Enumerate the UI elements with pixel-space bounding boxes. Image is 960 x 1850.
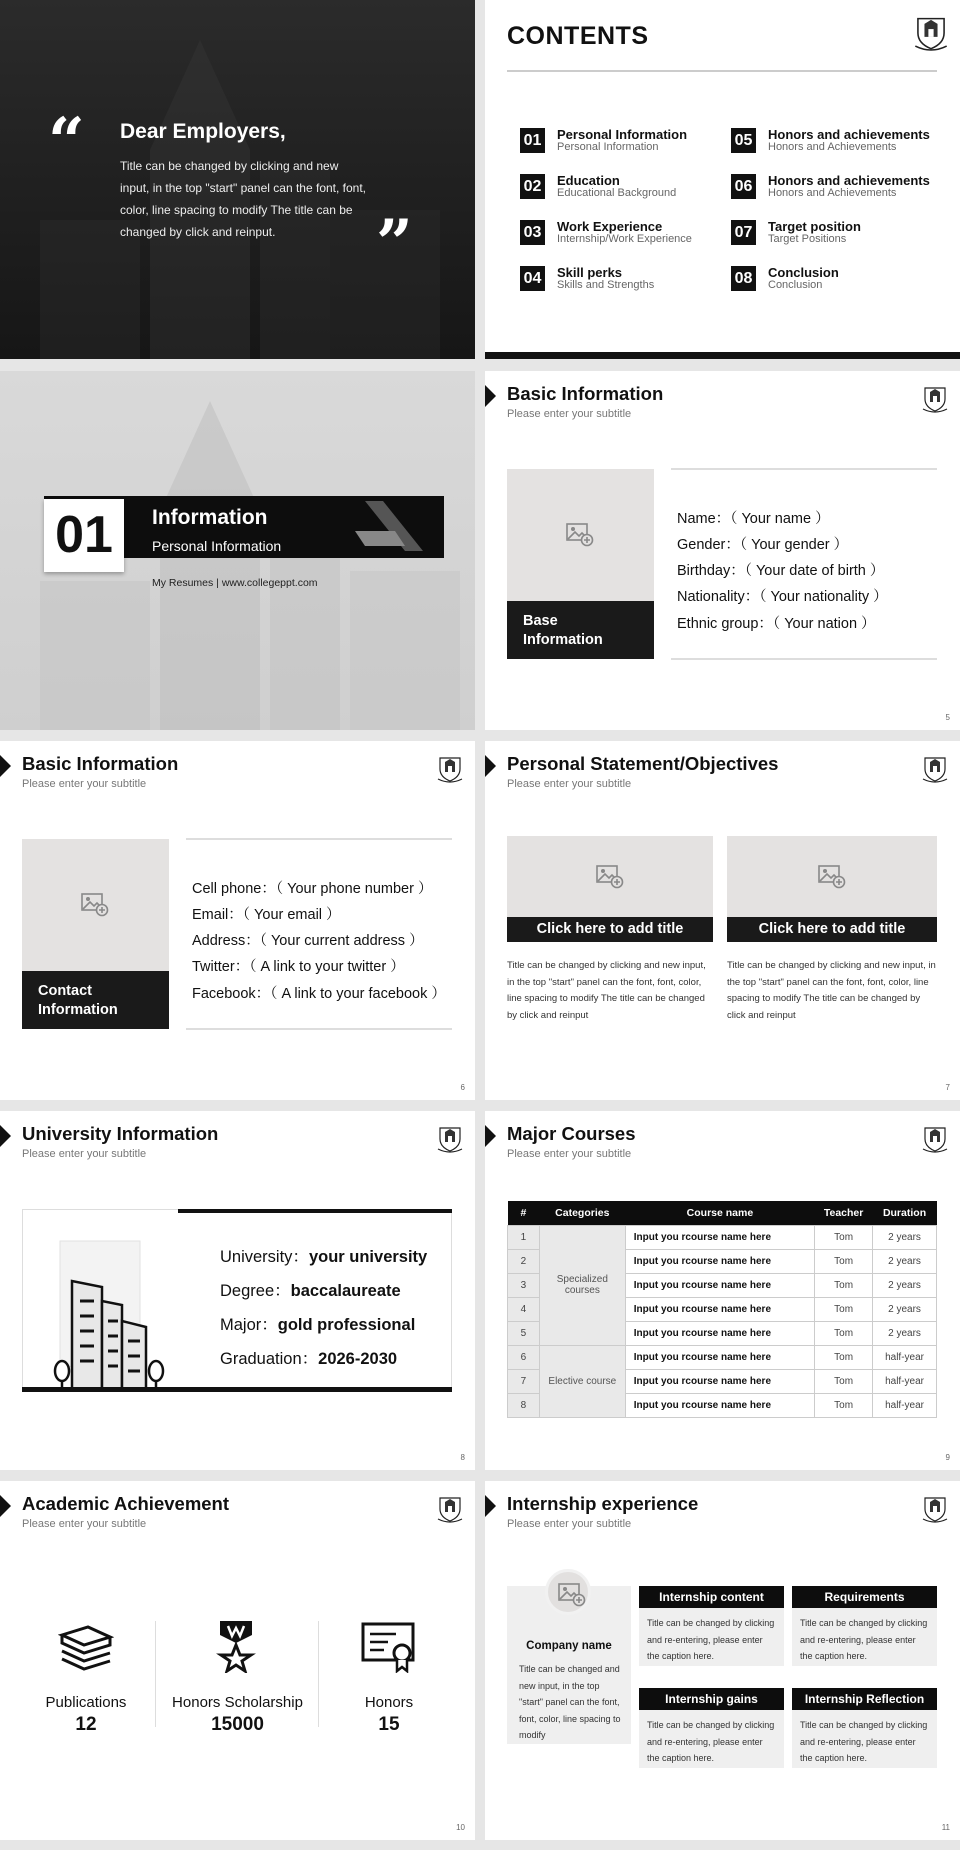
graduation-value: 2026-2030 <box>318 1350 398 1368</box>
contents-item-title[interactable]: Honors and achievements <box>768 173 930 188</box>
slide-title: Academic Achievement <box>22 1493 230 1514</box>
image-placeholder-icon <box>557 1581 587 1607</box>
university-row <box>220 1243 427 1267</box>
slide-major-courses[interactable] <box>485 1111 960 1470</box>
photo-placeholder[interactable] <box>507 836 713 917</box>
close-quote-icon: ” <box>376 206 413 281</box>
stripe-decoration <box>355 501 435 556</box>
stat-label: Publications <box>45 1694 127 1711</box>
table-row <box>508 1345 937 1369</box>
divider <box>318 1621 319 1727</box>
box-title: Requirements <box>792 1586 937 1608</box>
contact-line: Email：（ Your email ） <box>192 907 341 923</box>
course-name[interactable]: Input you rcourse name here <box>625 1273 814 1297</box>
contents-num: 07 <box>731 220 756 245</box>
page-number: 5 <box>945 713 950 722</box>
university-crest-logo <box>437 1125 463 1153</box>
slide-academic-achievement[interactable] <box>0 1481 475 1840</box>
box-text: Title can be changed by clicking and re-entering, please enter the caption here. <box>647 1720 775 1763</box>
contents-item-sub: Educational Background <box>557 187 677 199</box>
books-icon <box>58 1623 114 1673</box>
university-crest-logo <box>922 755 948 783</box>
slide-title: Personal Statement/Objectives <box>507 753 779 774</box>
degree-value: baccalaureate <box>290 1282 401 1300</box>
slide-personal-statement[interactable] <box>485 741 960 1100</box>
contents-item-title[interactable]: Work Experience <box>557 219 663 234</box>
divider <box>671 658 937 660</box>
contents-item-title[interactable]: Education <box>557 173 620 188</box>
building-icon <box>30 1221 170 1387</box>
title-arrow-icon <box>0 1495 11 1517</box>
divider <box>186 838 452 840</box>
section-number: 01 <box>44 499 124 572</box>
page-number: 6 <box>460 1083 465 1092</box>
open-quote-icon: “ <box>48 104 85 179</box>
table-row <box>508 1225 937 1249</box>
box-title: Internship Reflection <box>792 1688 937 1710</box>
contents-item-title[interactable]: Conclusion <box>768 265 839 280</box>
box-title: Internship content <box>639 1586 784 1608</box>
table-header <box>508 1201 937 1225</box>
teacher-cell: Tom <box>815 1297 873 1321</box>
greeting-heading: Dear Employers, <box>120 120 286 143</box>
category-cell: Elective course <box>539 1345 625 1417</box>
slide-subtitle: Please enter your subtitle <box>507 1518 632 1530</box>
course-name[interactable]: Input you rcourse name here <box>625 1369 814 1393</box>
company-description: Title can be changed and new input, in the top "start" panel can the font, font, color, line spacing to modify <box>519 1664 621 1740</box>
slide-basic-information[interactable] <box>485 371 960 730</box>
slide-internship-experience[interactable] <box>485 1481 960 1840</box>
slide-contents[interactable] <box>485 0 960 359</box>
university-crest-logo <box>437 755 463 783</box>
section-subtitle: Personal Information <box>152 538 282 554</box>
contents-item-sub: Conclusion <box>768 279 823 291</box>
row-index: 7 <box>508 1369 540 1393</box>
contents-item-sub: Skills and Strengths <box>557 279 655 291</box>
university-label: University： <box>220 1248 309 1266</box>
contents-item-sub: Internship/Work Experience <box>557 233 692 245</box>
image-placeholder-icon <box>595 863 625 889</box>
contents-item-sub: Honors and Achievements <box>768 187 897 199</box>
slide-subtitle: Please enter your subtitle <box>507 1148 632 1160</box>
duration-cell: 2 years <box>873 1225 937 1249</box>
duration-cell: half-year <box>873 1369 937 1393</box>
graduation-row <box>220 1345 397 1369</box>
divider <box>186 1028 452 1030</box>
box-text: Title can be changed by clicking and re-entering, please enter the caption here. <box>800 1618 928 1661</box>
caption-text: Base Information <box>523 613 603 648</box>
university-crest-logo <box>437 1495 463 1523</box>
award-ribbon-icon <box>214 1617 258 1673</box>
row-index: 5 <box>508 1321 540 1345</box>
teacher-cell: Tom <box>815 1249 873 1273</box>
contents-title: CONTENTS <box>507 22 649 50</box>
degree-row <box>220 1277 401 1301</box>
greeting-body: Title can be changed by clicking and new input, in the top "start" panel can the font, font, color, line spacing to modify The title can be changed by click and reinput. <box>120 159 367 239</box>
card-text: Title can be changed by clicking and new input, in the top "start" panel can the font, font, color, line spacing to modify The title can be changed by click and reinput <box>727 960 936 1021</box>
col-header: Course name <box>625 1201 814 1225</box>
slide-subtitle: Please enter your subtitle <box>22 1148 147 1160</box>
contents-item-sub: Honors and Achievements <box>768 141 897 153</box>
slide-title: University Information <box>22 1123 219 1144</box>
teacher-cell: Tom <box>815 1225 873 1249</box>
teacher-cell: Tom <box>815 1273 873 1297</box>
contents-item-sub: Personal Information <box>557 141 659 153</box>
contents-num: 04 <box>520 266 545 291</box>
top-bar <box>178 1209 452 1213</box>
contents-item-title[interactable]: Target position <box>768 219 861 234</box>
box-text: Title can be changed by clicking and re-entering, please enter the caption here. <box>647 1618 775 1661</box>
course-name[interactable]: Input you rcourse name here <box>625 1393 814 1417</box>
contents-num: 05 <box>731 128 756 153</box>
photo-placeholder[interactable] <box>507 469 654 601</box>
university-crest-logo <box>922 385 948 413</box>
duration-cell: half-year <box>873 1393 937 1417</box>
col-header: Teacher <box>815 1201 873 1225</box>
slide-university-information[interactable] <box>0 1111 475 1470</box>
course-name[interactable]: Input you rcourse name here <box>625 1297 814 1321</box>
duration-cell: 2 years <box>873 1297 937 1321</box>
contact-line: Twitter：（ A link to your twitter ） <box>192 959 405 975</box>
row-index: 8 <box>508 1393 540 1417</box>
duration-cell: 2 years <box>873 1249 937 1273</box>
contents-num: 03 <box>520 220 545 245</box>
title-arrow-icon <box>485 1495 496 1517</box>
course-name[interactable]: Input you rcourse name here <box>625 1249 814 1273</box>
teacher-cell: Tom <box>815 1369 873 1393</box>
slide-subtitle: Please enter your subtitle <box>507 408 632 420</box>
slide-title: Major Courses <box>507 1123 636 1144</box>
contents-item-title[interactable]: Personal Information <box>557 127 688 142</box>
divider <box>155 1621 156 1727</box>
page-number: 11 <box>941 1823 950 1832</box>
stat-label: Honors Scholarship <box>172 1694 303 1711</box>
title-arrow-icon <box>0 755 11 777</box>
contents-num: 08 <box>731 266 756 291</box>
slide-subtitle: Please enter your subtitle <box>22 778 147 790</box>
page-number: 9 <box>945 1453 950 1462</box>
contents-item-title[interactable]: Honors and achievements <box>768 127 930 142</box>
company-avatar[interactable] <box>545 1569 591 1615</box>
slide-section-information[interactable] <box>0 371 475 730</box>
page-number: 8 <box>460 1453 465 1462</box>
graduation-label: Graduation： <box>220 1350 319 1368</box>
course-name[interactable]: Input you rcourse name here <box>625 1345 814 1369</box>
contact-line: Cell phone：（ Your phone number ） <box>192 881 433 897</box>
duration-cell: 2 years <box>873 1273 937 1297</box>
card-title-button[interactable]: Click here to add title <box>727 917 937 942</box>
duration-cell: 2 years <box>873 1321 937 1345</box>
contact-line: Facebook：（ A link to your facebook ） <box>192 986 446 1002</box>
stat-value: 15000 <box>211 1714 264 1735</box>
contents-num: 02 <box>520 174 545 199</box>
box-text: Title can be changed by clicking and re-entering, please enter the caption here. <box>800 1720 928 1763</box>
title-arrow-icon <box>485 755 496 777</box>
duration-cell: half-year <box>873 1345 937 1369</box>
slide-contact-information[interactable] <box>0 741 475 1100</box>
courses-table <box>507 1201 937 1418</box>
major-label: Major： <box>220 1316 278 1334</box>
caption-box <box>22 971 169 1029</box>
course-name[interactable]: Input you rcourse name here <box>625 1321 814 1345</box>
info-line: Name：（ Your name ） <box>677 511 830 527</box>
slide-subtitle: Please enter your subtitle <box>507 778 632 790</box>
box-title: Internship gains <box>639 1688 784 1710</box>
contents-item-sub: Target Positions <box>768 233 847 245</box>
major-row <box>220 1311 415 1335</box>
row-index: 3 <box>508 1273 540 1297</box>
row-index: 1 <box>508 1225 540 1249</box>
card-text: Title can be changed by clicking and new input, in the top "start" panel can the font, font, color, line spacing to modify The title can be changed by click and reinput <box>507 960 706 1021</box>
teacher-cell: Tom <box>815 1393 873 1417</box>
col-header: # <box>508 1201 540 1225</box>
info-line: Nationality：（ Your nationality ） <box>677 589 888 605</box>
info-line: Gender：（ Your gender ） <box>677 537 849 553</box>
col-header: Duration <box>873 1201 937 1225</box>
company-name: Company name <box>526 1640 612 1652</box>
image-placeholder-icon <box>80 891 110 917</box>
slide-subtitle: Please enter your subtitle <box>22 1518 147 1530</box>
page-number: 10 <box>456 1823 465 1832</box>
degree-label: Degree： <box>220 1282 291 1300</box>
image-placeholder-icon <box>565 521 595 547</box>
title-arrow-icon <box>485 385 496 407</box>
row-index: 6 <box>508 1345 540 1369</box>
category-cell: Specialized courses <box>539 1225 625 1345</box>
slide-title: Basic Information <box>22 753 179 774</box>
photo-placeholder[interactable] <box>727 836 937 917</box>
slide-title: Basic Information <box>507 383 664 404</box>
stat-value: 15 <box>378 1714 400 1735</box>
stat-label: Honors <box>364 1694 414 1711</box>
contents-item-title[interactable]: Skill perks <box>557 265 623 280</box>
image-placeholder-icon <box>817 863 847 889</box>
university-crest-logo <box>914 14 948 52</box>
photo-placeholder[interactable] <box>22 839 169 971</box>
university-crest-logo <box>922 1125 948 1153</box>
slide-title: Internship experience <box>507 1493 699 1514</box>
row-index: 4 <box>508 1297 540 1321</box>
col-header: Categories <box>539 1201 625 1225</box>
row-index: 2 <box>508 1249 540 1273</box>
certificate-icon <box>360 1621 418 1673</box>
page-number: 7 <box>945 1083 950 1092</box>
divider <box>671 468 937 470</box>
info-line: Birthday：（ Your date of birth ） <box>677 563 885 579</box>
section-footer: My Resumes | www.collegeppt.com <box>152 577 318 589</box>
university-crest-logo <box>922 1495 948 1523</box>
bottom-bar <box>22 1387 452 1392</box>
section-title: Information <box>152 506 268 529</box>
caption-box <box>507 601 654 659</box>
title-arrow-icon <box>485 1125 496 1147</box>
slide-dear-employers[interactable] <box>0 0 475 359</box>
contact-line: Address：（ Your current address ） <box>192 933 424 949</box>
major-value: gold professional <box>277 1316 416 1334</box>
caption-text: Contact Information <box>38 983 118 1018</box>
card-title-button[interactable]: Click here to add title <box>507 917 713 942</box>
title-arrow-icon <box>0 1125 11 1147</box>
stat-value: 12 <box>75 1714 97 1735</box>
info-line: Ethnic group：（ Your nation ） <box>677 616 876 632</box>
university-value: your university <box>308 1248 428 1266</box>
contents-num: 06 <box>731 174 756 199</box>
footer-bar <box>485 352 960 359</box>
teacher-cell: Tom <box>815 1345 873 1369</box>
contents-num: 01 <box>520 128 545 153</box>
teacher-cell: Tom <box>815 1321 873 1345</box>
course-name[interactable]: Input you rcourse name here <box>625 1225 814 1249</box>
divider <box>507 70 937 72</box>
